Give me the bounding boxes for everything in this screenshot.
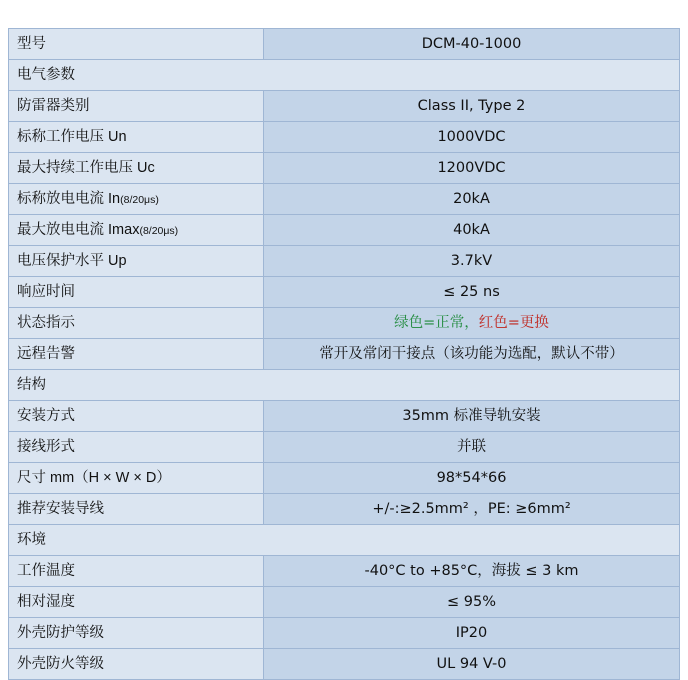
row-label bbox=[9, 29, 264, 60]
table-row bbox=[9, 556, 680, 587]
row-value: -40°C to +85°C，海拔 ≤ 3 km bbox=[264, 556, 680, 587]
row-value: 1200VDC bbox=[264, 153, 680, 184]
row-value: UL 94 V-0 bbox=[264, 649, 680, 680]
row-value: 35mm 标准导轨安装 bbox=[264, 401, 680, 432]
row-value: 40kA bbox=[264, 215, 680, 246]
row-label-text: 尺寸 mm（H × W × D） bbox=[17, 469, 171, 486]
row-label-text: 标称放电电流 In bbox=[17, 190, 121, 207]
section-label: 电气参数 bbox=[9, 60, 680, 91]
row-label bbox=[9, 556, 264, 587]
row-value: 20kA bbox=[264, 184, 680, 215]
row-label-text: 响应时间 bbox=[17, 283, 75, 300]
table-row bbox=[9, 277, 680, 308]
section-label: 环境 bbox=[9, 525, 680, 556]
table-row bbox=[9, 401, 680, 432]
row-label-subscript: (8/20μs) bbox=[120, 193, 159, 206]
row-label-text: 最大放电电流 Imax bbox=[17, 221, 140, 238]
row-label-text: 外壳防护等级 bbox=[17, 624, 104, 641]
row-label-text: 安装方式 bbox=[17, 407, 75, 424]
row-value: Class II, Type 2 bbox=[264, 91, 680, 122]
row-label bbox=[9, 494, 264, 525]
specification-table-body bbox=[9, 29, 680, 680]
row-value: ≤ 25 ns bbox=[264, 277, 680, 308]
row-label-text: 推荐安装导线 bbox=[17, 500, 104, 517]
row-label-text: 外壳防火等级 bbox=[17, 655, 104, 672]
row-value: DCM-40-1000 bbox=[264, 29, 680, 60]
row-value: 并联 bbox=[264, 432, 680, 463]
row-label bbox=[9, 587, 264, 618]
specification-table bbox=[8, 28, 680, 680]
row-label bbox=[9, 308, 264, 339]
table-row bbox=[9, 91, 680, 122]
row-value: 98*54*66 bbox=[264, 463, 680, 494]
table-row bbox=[9, 432, 680, 463]
row-label bbox=[9, 339, 264, 370]
row-label bbox=[9, 277, 264, 308]
row-value: 常开及常闭干接点（该功能为选配，默认不带） bbox=[264, 339, 680, 370]
row-label bbox=[9, 649, 264, 680]
row-label-text: 接线形式 bbox=[17, 438, 75, 455]
table-row bbox=[9, 587, 680, 618]
row-value: 1000VDC bbox=[264, 122, 680, 153]
section-label: 结构 bbox=[9, 370, 680, 401]
row-label bbox=[9, 215, 264, 246]
table-row bbox=[9, 215, 680, 246]
row-label bbox=[9, 432, 264, 463]
row-value: IP20 bbox=[264, 618, 680, 649]
row-label bbox=[9, 246, 264, 277]
row-label-text: 电压保护水平 Up bbox=[17, 252, 127, 269]
row-label-text: 型号 bbox=[17, 35, 46, 52]
table-row bbox=[9, 618, 680, 649]
row-value bbox=[264, 308, 680, 339]
row-label bbox=[9, 401, 264, 432]
row-value: 3.7kV bbox=[264, 246, 680, 277]
status-ok-text: 绿色=正常 bbox=[394, 314, 465, 331]
table-row bbox=[9, 184, 680, 215]
status-separator: ， bbox=[464, 314, 479, 331]
table-section-row bbox=[9, 370, 680, 401]
table-row bbox=[9, 308, 680, 339]
row-label-text: 工作温度 bbox=[17, 562, 75, 579]
row-label-text: 最大持续工作电压 Uc bbox=[17, 159, 155, 176]
row-value: ≤ 95% bbox=[264, 587, 680, 618]
row-label-text: 状态指示 bbox=[17, 314, 75, 331]
row-label-subscript: (8/20μs) bbox=[139, 224, 179, 237]
table-section-row bbox=[9, 525, 680, 556]
row-label-text: 相对湿度 bbox=[17, 593, 75, 610]
row-label bbox=[9, 153, 264, 184]
table-row bbox=[9, 339, 680, 370]
table-row bbox=[9, 494, 680, 525]
table-row bbox=[9, 246, 680, 277]
row-label bbox=[9, 122, 264, 153]
status-replace-text: 红色=更换 bbox=[478, 314, 549, 331]
table-row bbox=[9, 649, 680, 680]
row-label bbox=[9, 463, 264, 494]
row-label-text: 远程告警 bbox=[17, 345, 75, 362]
row-label bbox=[9, 184, 264, 215]
row-label-text: 防雷器类别 bbox=[17, 97, 90, 114]
table-row bbox=[9, 29, 680, 60]
row-label bbox=[9, 618, 264, 649]
table-row bbox=[9, 122, 680, 153]
row-label-text: 标称工作电压 Un bbox=[17, 128, 127, 145]
row-value: +/-:≥2.5mm² ，PE: ≥6mm² bbox=[264, 494, 680, 525]
table-row bbox=[9, 463, 680, 494]
table-row bbox=[9, 153, 680, 184]
row-label bbox=[9, 91, 264, 122]
table-section-row bbox=[9, 60, 680, 91]
